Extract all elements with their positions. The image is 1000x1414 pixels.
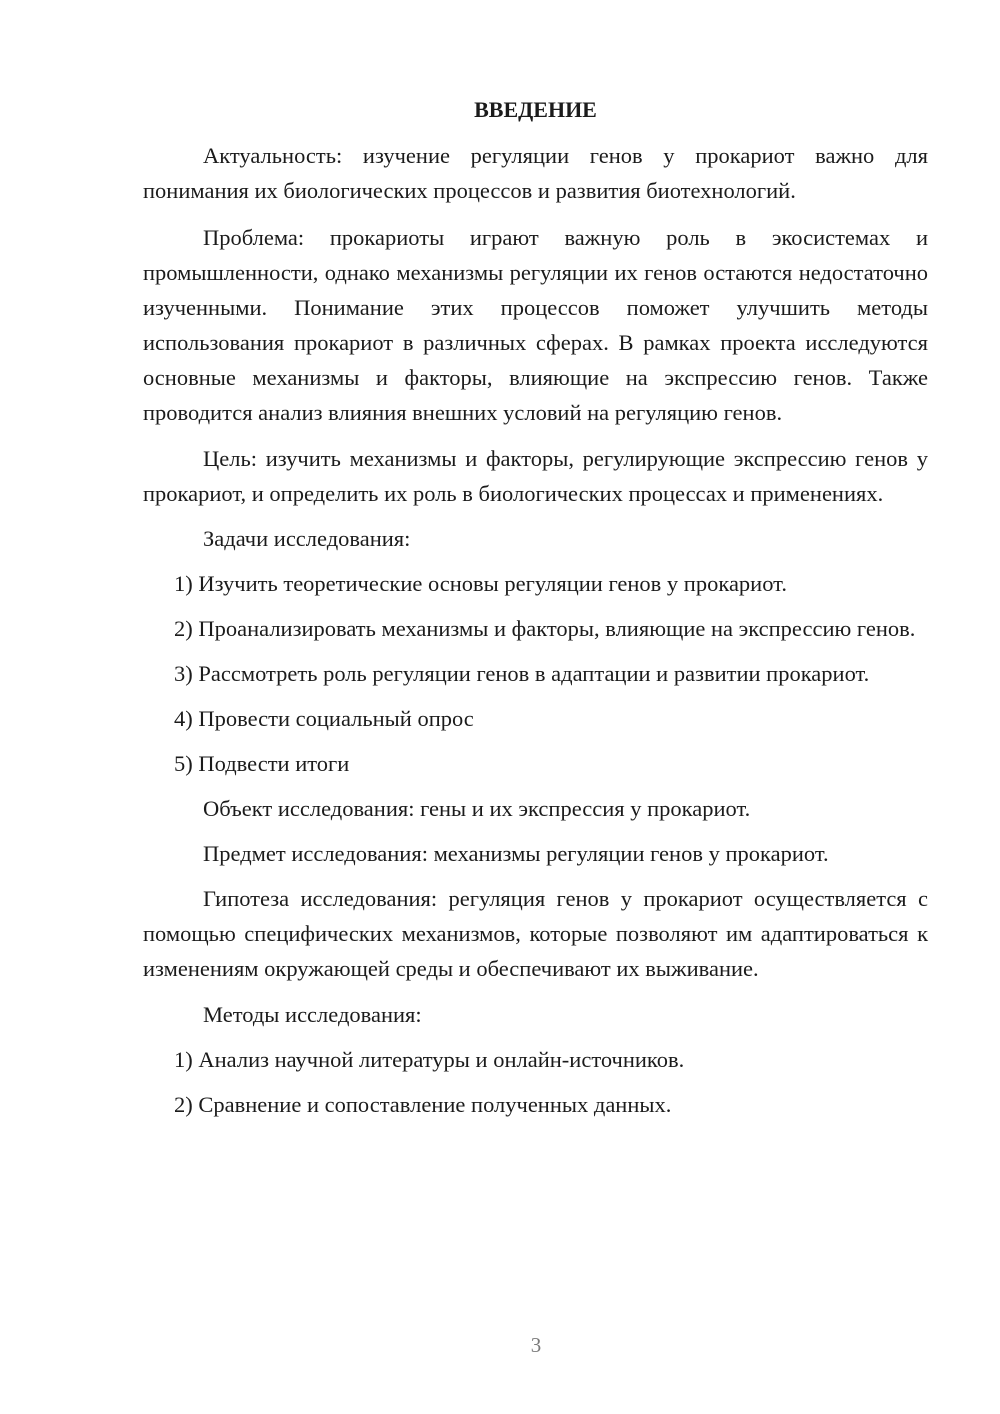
document-body: [143, 92, 928, 1122]
methods-heading: Методы исследования:: [203, 1002, 422, 1027]
problem-paragraph: Проблема: прокариоты играют важную роль в экосистемах и промышленности, однако механизмы регуляции их генов остаются недостаточно изученными. Понимание этих процессов поможет улучшить методы использования прокариот в различных сферах. В рамках проекта исследуются основные механизмы и факторы, влияющие на экспрессию генов. Также проводится анализ влияния внешних условий на регуляцию генов.: [143, 225, 928, 425]
method-item: 2) Сравнение и сопоставление полученных данных.: [174, 1092, 672, 1117]
object-paragraph: Объект исследования: гены и их экспрессия у прокариот.: [203, 796, 751, 821]
relevance-paragraph: Актуальность: изучение регуляции генов у прокариот важно для понимания их биологических процессов и развития биотехнологий.: [143, 143, 928, 203]
tasks-heading: Задачи исследования:: [203, 526, 411, 551]
task-item: 4) Провести социальный опрос: [174, 706, 474, 731]
goal-paragraph: Цель: изучить механизмы и факторы, регулирующие экспрессию генов у прокариот, и определить их роль в биологических процессах и применениях.: [143, 446, 928, 506]
task-item: 1) Изучить теоретические основы регуляции генов у прокариот.: [174, 571, 787, 596]
page-title: ВВЕДЕНИЕ: [474, 97, 597, 122]
method-item: 1) Анализ научной литературы и онлайн-источников.: [174, 1047, 685, 1072]
page-number: 3: [530, 1333, 542, 1357]
subject-paragraph: Предмет исследования: механизмы регуляции генов у прокариот.: [203, 841, 829, 866]
hypothesis-paragraph: Гипотеза исследования: регуляция генов у прокариот осуществляется с помощью специфических механизмов, которые позволяют им адаптироваться к изменениям окружающей среды и обеспечивают их выживание.: [143, 886, 928, 981]
task-item: 3) Рассмотреть роль регуляции генов в адаптации и развитии прокариот.: [174, 661, 870, 686]
task-item: 5) Подвести итоги: [174, 751, 350, 776]
task-item: 2) Проанализировать механизмы и факторы, влияющие на экспрессию генов.: [174, 616, 916, 641]
